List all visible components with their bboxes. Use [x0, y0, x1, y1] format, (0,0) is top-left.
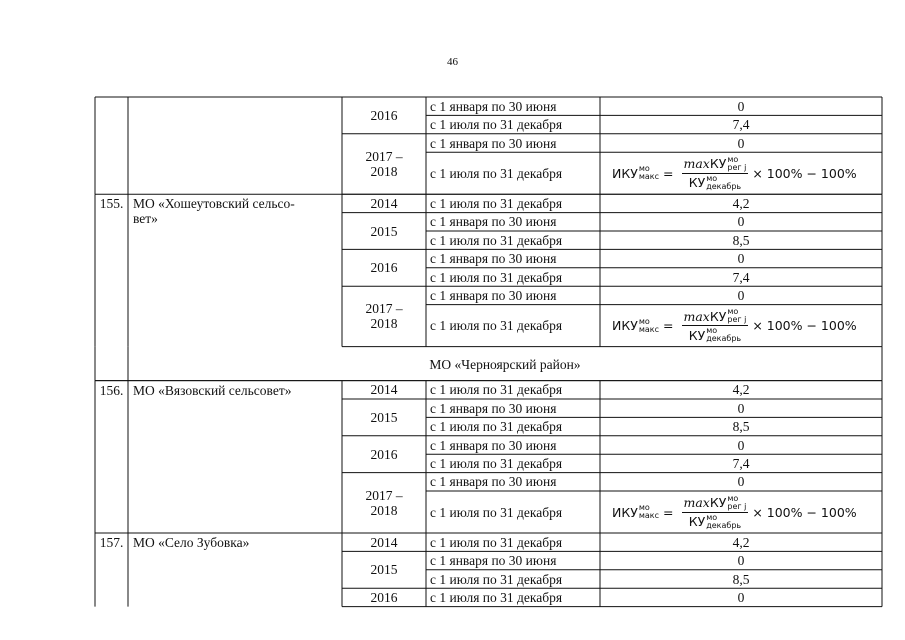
period-3-2-0: с 1 июля по 31 декабря: [430, 589, 563, 605]
formula-fraction: max КУ мо рег j КУ мо декабрь: [683, 154, 747, 191]
section-title: МО «Черноярский район»: [429, 356, 581, 372]
year-2-1: 2015: [370, 409, 398, 425]
period-2-0-0: с 1 июля по 31 декабря: [430, 382, 563, 398]
period-1-3-1: с 1 июля по 31 декабря: [430, 318, 563, 334]
period-2-3-1: с 1 июля по 31 декабря: [430, 504, 563, 520]
value-2-0-0: 4,2: [732, 382, 750, 398]
formula-lhs-index: мо макс: [638, 503, 660, 520]
value-1-3-0: 0: [737, 287, 745, 303]
value-1-2-0: 0: [737, 251, 745, 267]
period-1-0-0: с 1 июля по 31 декабря: [430, 195, 563, 211]
value-2-2-0: 0: [737, 437, 745, 453]
value-2-2-1: 7,4: [732, 455, 750, 471]
formula-tail: × 100% − 100%: [752, 504, 857, 520]
formula-equals: =: [663, 504, 674, 520]
period-0-1-0: с 1 января по 30 июня: [430, 135, 557, 151]
period-0-1-1: с 1 июля по 31 декабря: [430, 165, 563, 181]
year-0-1: 2017 – 2018: [365, 149, 403, 179]
year-0-0: 2016: [370, 107, 398, 123]
period-0-0-0: с 1 января по 30 июня: [430, 98, 557, 114]
page-number: 46: [447, 56, 458, 68]
row-number-3: 157.: [99, 535, 124, 550]
formula-lhs: ИКУ: [612, 504, 638, 520]
formula-fraction: max КУ мо рег j КУ мо декабрь: [683, 493, 747, 530]
formula-equals: =: [663, 318, 674, 334]
period-2-1-1: с 1 июля по 31 декабря: [430, 419, 563, 435]
year-1-0: 2014: [370, 195, 398, 211]
period-3-0-0: с 1 июля по 31 декабря: [430, 534, 563, 550]
value-0-0-1: 7,4: [732, 117, 750, 133]
formula-tail: × 100% − 100%: [752, 318, 857, 334]
row-number-2: 156.: [99, 382, 124, 398]
year-3-1: 2015: [370, 562, 398, 578]
coefficient-formula-1: [612, 308, 857, 344]
period-2-1-0: с 1 января по 30 июня: [430, 400, 557, 416]
row-name-3: МО «Село Зубовка»: [133, 535, 250, 550]
formula-lhs-index: мо макс: [638, 316, 660, 334]
period-1-2-1: с 1 июля по 31 декабря: [430, 269, 563, 285]
period-3-1-0: с 1 января по 30 июня: [430, 553, 557, 569]
year-2-0: 2014: [370, 382, 398, 398]
value-3-1-1: 8,5: [732, 571, 750, 587]
year-1-2: 2016: [370, 260, 398, 276]
period-2-3-0: с 1 января по 30 июня: [430, 474, 557, 490]
period-1-2-0: с 1 января по 30 июня: [430, 251, 557, 267]
year-1-3: 2017 – 2018: [365, 301, 403, 332]
row-name-2: МО «Вязовский сельсовет»: [133, 382, 292, 398]
formula-lhs: ИКУ: [612, 318, 638, 334]
year-3-2: 2016: [370, 589, 398, 605]
value-1-1-1: 8,5: [732, 232, 750, 248]
formula-fraction: max КУ мо рег j КУ мо декабрь: [683, 307, 747, 344]
value-2-1-0: 0: [737, 400, 745, 416]
period-0-0-1: с 1 июля по 31 декабря: [430, 117, 563, 133]
period-2-2-0: с 1 января по 30 июня: [430, 437, 557, 453]
value-1-1-0: 0: [737, 214, 745, 230]
year-2-3: 2017 – 2018: [365, 487, 403, 518]
period-1-1-1: с 1 июля по 31 декабря: [430, 232, 563, 248]
value-0-0-0: 0: [737, 98, 745, 114]
formula-equals: =: [663, 165, 674, 181]
year-1-1: 2015: [370, 223, 398, 239]
value-2-3-0: 0: [737, 474, 745, 490]
value-1-2-1: 7,4: [732, 269, 750, 285]
period-2-2-1: с 1 июля по 31 декабря: [430, 455, 563, 471]
coefficient-formula-2: [612, 494, 857, 530]
formula-lhs-index: мо макс: [638, 164, 660, 182]
period-1-1-0: с 1 января по 30 июня: [430, 214, 557, 230]
formula-lhs: ИКУ: [612, 165, 638, 181]
value-0-1-0: 0: [737, 135, 745, 151]
formula-tail: × 100% − 100%: [752, 165, 857, 181]
value-3-0-0: 4,2: [732, 534, 750, 550]
value-3-2-0: 0: [737, 589, 745, 605]
value-1-0-0: 4,2: [732, 195, 750, 211]
period-3-1-1: с 1 июля по 31 декабря: [430, 571, 563, 587]
value-2-1-1: 8,5: [732, 419, 750, 435]
coefficient-formula-0: [612, 155, 857, 191]
year-2-2: 2016: [370, 446, 398, 462]
row-number-1: 155.: [99, 196, 124, 212]
year-3-0: 2014: [370, 534, 398, 550]
value-3-1-0: 0: [737, 553, 745, 569]
period-1-3-0: с 1 января по 30 июня: [430, 287, 557, 303]
row-name-1: МО «Хошеутовский сельсо- вет»: [133, 196, 295, 227]
